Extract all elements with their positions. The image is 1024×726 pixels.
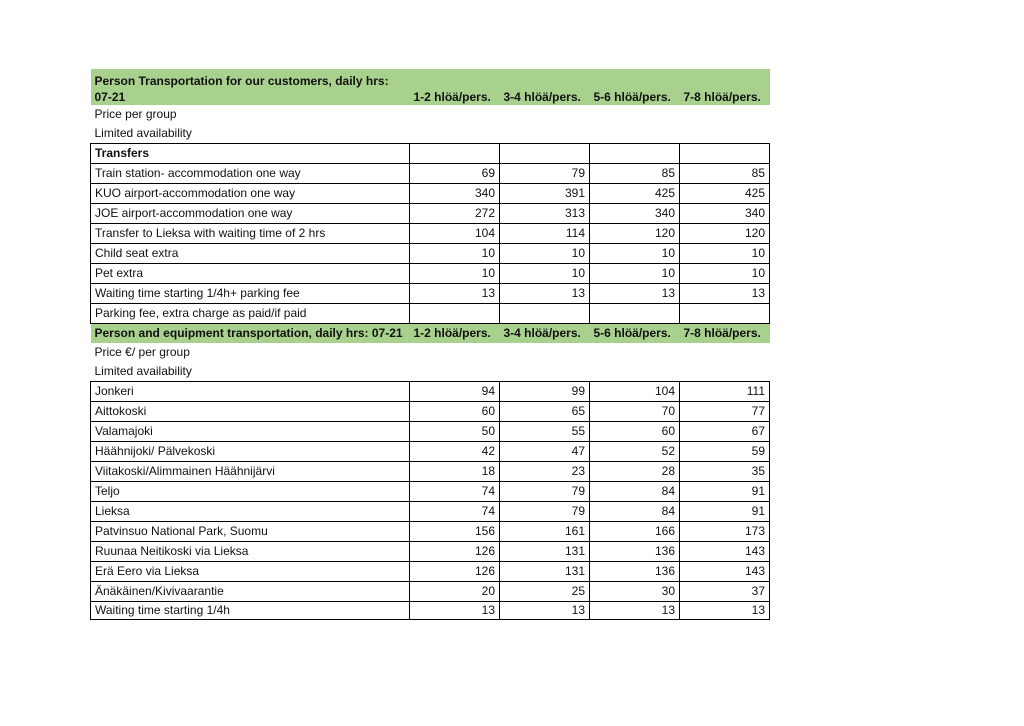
row-label: Train station- accommodation one way xyxy=(91,164,410,184)
subheader-row xyxy=(91,144,770,164)
table-row xyxy=(91,224,770,244)
table-row xyxy=(91,402,770,422)
row-label: Ruunaa Neitikoski via Lieksa xyxy=(91,542,410,562)
price-cell: 60 xyxy=(410,402,500,422)
price-cell: 161 xyxy=(500,522,590,542)
price-cell: 272 xyxy=(410,204,500,224)
price-cell: 79 xyxy=(500,502,590,522)
price-cell: 74 xyxy=(410,502,500,522)
column-header: 3-4 hlöä/pers. xyxy=(500,324,590,344)
price-cell: 10 xyxy=(410,244,500,264)
table-row xyxy=(91,462,770,482)
table-row xyxy=(91,204,770,224)
price-cell: 111 xyxy=(680,382,770,402)
table-row xyxy=(91,482,770,502)
price-cell: 69 xyxy=(410,164,500,184)
price-cell: 340 xyxy=(680,204,770,224)
table-row xyxy=(91,184,770,204)
price-cell: 126 xyxy=(410,562,500,582)
price-cell: 13 xyxy=(680,284,770,304)
row-label: JOE airport-accommodation one way xyxy=(91,204,410,224)
price-cell: 10 xyxy=(680,264,770,284)
transfers-subheader: Transfers xyxy=(91,144,410,164)
price-cell: 74 xyxy=(410,482,500,502)
price-cell: 85 xyxy=(590,164,680,184)
price-cell: 18 xyxy=(410,462,500,482)
note-row xyxy=(91,362,770,382)
row-label: Waiting time starting 1/4h xyxy=(91,602,410,620)
price-cell: 30 xyxy=(590,582,680,602)
table-row xyxy=(91,502,770,522)
column-header: 5-6 hlöä/pers. xyxy=(590,69,680,105)
price-cell: 35 xyxy=(680,462,770,482)
table-row xyxy=(91,244,770,264)
price-cell: 120 xyxy=(590,224,680,244)
price-cell: 85 xyxy=(680,164,770,184)
price-cell: 131 xyxy=(500,562,590,582)
price-cell: 156 xyxy=(410,522,500,542)
row-label: Änäkäinen/Kivivaarantie xyxy=(91,582,410,602)
table-row xyxy=(91,284,770,304)
column-header: 7-8 hlöä/pers. xyxy=(680,324,770,344)
table-row xyxy=(91,422,770,442)
price-cell: 91 xyxy=(680,482,770,502)
price-cell: 91 xyxy=(680,502,770,522)
row-label: Child seat extra xyxy=(91,244,410,264)
price-cell: 425 xyxy=(590,184,680,204)
price-cell: 23 xyxy=(500,462,590,482)
price-cell: 37 xyxy=(680,582,770,602)
table-row xyxy=(91,602,770,620)
price-cell: 59 xyxy=(680,442,770,462)
price-cell: 79 xyxy=(500,164,590,184)
row-label: Parking fee, extra charge as paid/if paid xyxy=(91,304,410,324)
row-label: Valamajoki xyxy=(91,422,410,442)
price-cell: 136 xyxy=(590,562,680,582)
row-label: Häähnijoki/ Pälvekoski xyxy=(91,442,410,462)
note-text: Price €/ per group xyxy=(94,345,190,359)
price-table xyxy=(90,69,770,620)
price-cell: 50 xyxy=(410,422,500,442)
row-label: Patvinsuo National Park, Suomu xyxy=(91,522,410,542)
price-cell: 10 xyxy=(500,264,590,284)
note-row xyxy=(91,124,770,144)
note-text: Limited availability xyxy=(94,364,192,378)
price-cell: 67 xyxy=(680,422,770,442)
row-label: KUO airport-accommodation one way xyxy=(91,184,410,204)
price-cell: 13 xyxy=(410,602,500,620)
column-header: 3-4 hlöä/pers. xyxy=(500,69,590,105)
table-row xyxy=(91,542,770,562)
table-row xyxy=(91,382,770,402)
row-label: Lieksa xyxy=(91,502,410,522)
price-cell: 77 xyxy=(680,402,770,422)
price-cell: 52 xyxy=(590,442,680,462)
price-cell: 10 xyxy=(680,244,770,264)
note-row xyxy=(91,105,770,124)
price-cell xyxy=(680,304,770,324)
price-cell: 166 xyxy=(590,522,680,542)
price-cell: 10 xyxy=(590,244,680,264)
section1-header-row xyxy=(91,69,770,105)
price-cell: 340 xyxy=(590,204,680,224)
price-cell: 10 xyxy=(410,264,500,284)
price-cell: 131 xyxy=(500,542,590,562)
row-label: Erä Eero via Lieksa xyxy=(91,562,410,582)
price-cell: 143 xyxy=(680,562,770,582)
price-cell: 10 xyxy=(500,244,590,264)
price-cell: 10 xyxy=(590,264,680,284)
row-label: Pet extra xyxy=(91,264,410,284)
price-cell: 391 xyxy=(500,184,590,204)
column-header: 1-2 hlöä/pers. xyxy=(410,69,500,105)
price-cell: 425 xyxy=(680,184,770,204)
price-cell: 65 xyxy=(500,402,590,422)
price-cell: 13 xyxy=(500,602,590,620)
price-cell: 13 xyxy=(590,284,680,304)
table-row xyxy=(91,582,770,602)
price-cell: 47 xyxy=(500,442,590,462)
table-row xyxy=(91,304,770,324)
column-header: 5-6 hlöä/pers. xyxy=(590,324,680,344)
price-cell: 13 xyxy=(590,602,680,620)
price-cell: 104 xyxy=(590,382,680,402)
price-cell: 313 xyxy=(500,204,590,224)
price-cell: 173 xyxy=(680,522,770,542)
table-row xyxy=(91,264,770,284)
column-header: 1-2 hlöä/pers. xyxy=(410,324,500,344)
price-cell: 42 xyxy=(410,442,500,462)
price-cell: 13 xyxy=(500,284,590,304)
column-header: 7-8 hlöä/pers. xyxy=(680,69,770,105)
note-text: Price per group xyxy=(94,107,177,121)
row-label: Transfer to Lieksa with waiting time of 2 hrs xyxy=(91,224,410,244)
row-label: Teljo xyxy=(91,482,410,502)
price-cell: 84 xyxy=(590,502,680,522)
price-cell xyxy=(500,304,590,324)
price-cell: 25 xyxy=(500,582,590,602)
row-label: Jonkeri xyxy=(91,382,410,402)
section2-header-row xyxy=(91,324,770,344)
price-cell: 114 xyxy=(500,224,590,244)
table-row xyxy=(91,562,770,582)
price-cell: 99 xyxy=(500,382,590,402)
note-row xyxy=(91,343,770,362)
section1-title: Person Transportation for our customers, daily hrs: 07-21 xyxy=(91,69,410,105)
price-cell: 20 xyxy=(410,582,500,602)
price-cell: 120 xyxy=(680,224,770,244)
price-cell: 94 xyxy=(410,382,500,402)
price-cell: 60 xyxy=(590,422,680,442)
row-label: Aittokoski xyxy=(91,402,410,422)
price-cell xyxy=(590,304,680,324)
table-row xyxy=(91,442,770,462)
row-label: Viitakoski/Alimmainen Häähnijärvi xyxy=(91,462,410,482)
price-cell: 136 xyxy=(590,542,680,562)
price-cell: 28 xyxy=(590,462,680,482)
price-cell: 70 xyxy=(590,402,680,422)
price-cell: 104 xyxy=(410,224,500,244)
table-row xyxy=(91,164,770,184)
note-text: Limited availability xyxy=(94,126,192,140)
price-cell: 84 xyxy=(590,482,680,502)
price-cell: 13 xyxy=(410,284,500,304)
price-cell xyxy=(410,304,500,324)
price-cell: 79 xyxy=(500,482,590,502)
price-cell: 13 xyxy=(680,602,770,620)
section2-title: Person and equipment transportation, daily hrs: 07-21 xyxy=(91,324,410,344)
price-cell: 55 xyxy=(500,422,590,442)
price-cell: 126 xyxy=(410,542,500,562)
price-cell: 340 xyxy=(410,184,500,204)
row-label: Waiting time starting 1/4h+ parking fee xyxy=(91,284,410,304)
price-cell: 143 xyxy=(680,542,770,562)
table-row xyxy=(91,522,770,542)
